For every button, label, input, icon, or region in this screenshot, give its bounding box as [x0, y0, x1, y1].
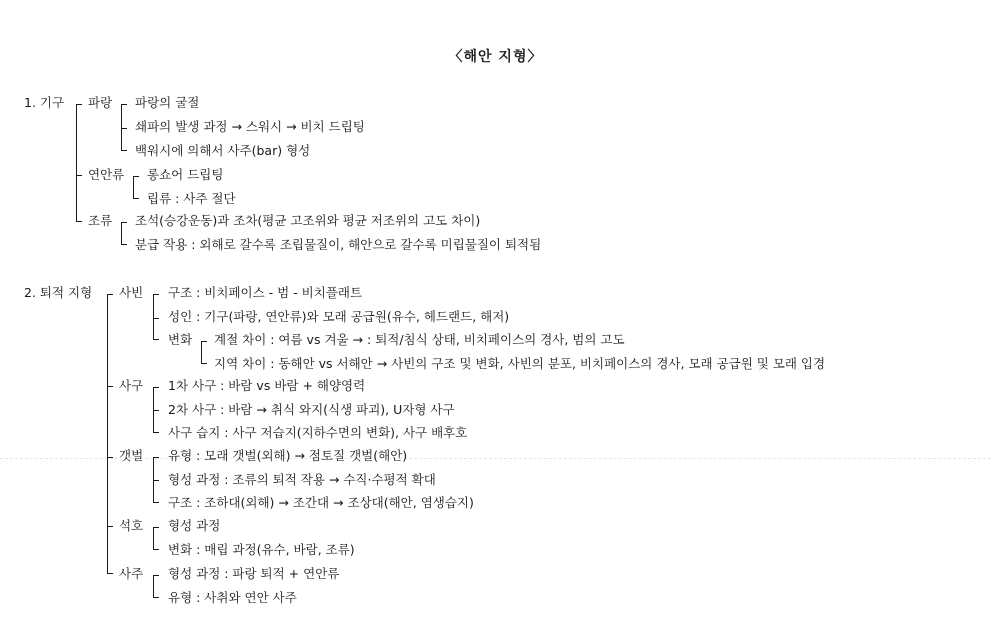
파랑-bracket-mid	[121, 128, 127, 129]
사구-item: 사구 습지 : 사구 저습지(지하수면의 변화), 사구 배후호	[168, 425, 468, 440]
연안류-bracket	[133, 176, 134, 199]
page-title: 〈해안 지형〉	[448, 49, 543, 65]
사구-bracket-mid	[153, 410, 159, 411]
석호-bracket	[153, 527, 154, 550]
사주-bracket	[153, 575, 154, 598]
조류-item: 분급 작용 : 외해로 갈수록 조립물질이, 해안으로 갈수록 미립물질이 퇴적됨	[135, 237, 542, 252]
변화-label: 변화	[168, 332, 193, 347]
갯벌-bracket-mid	[153, 480, 159, 481]
section-1-bracket-mid	[76, 175, 82, 176]
파랑-item: 백워시에 의해서 사주(bar) 형성	[135, 143, 311, 158]
사빈-item: 성인 : 기구(파랑, 연안류)와 모래 공급원(유수, 헤드랜드, 해저)	[168, 309, 510, 324]
석호-item: 변화 : 매립 과정(유수, 바람, 조류)	[168, 542, 355, 557]
section-2-bracket	[107, 294, 108, 574]
석호-item: 형성 과정	[168, 518, 221, 533]
갯벌-item: 유형 : 모래 갯벌(외해) → 점토질 갯벌(해안)	[168, 448, 408, 463]
사빈-bracket	[153, 294, 154, 340]
파랑-item: 파랑의 굴절	[135, 95, 200, 110]
branch-label-석호: 석호	[119, 518, 144, 533]
section-1-bracket	[76, 104, 77, 222]
조류-item: 조석(승강운동)과 조차(평균 고조위와 평균 저조위의 고도 차이)	[135, 213, 481, 228]
연안류-item: 롱쇼어 드립팅	[147, 167, 224, 182]
조류-bracket	[121, 222, 122, 245]
branch-label-갯벌: 갯벌	[119, 448, 144, 463]
section-2-bracket-mid	[107, 386, 113, 387]
사구-item: 2차 사구 : 바람 → 취식 와지(식생 파괴), U자형 사구	[168, 402, 455, 417]
연안류-item: 립류 : 사주 절단	[147, 191, 236, 206]
파랑-item: 쇄파의 발생 과정 → 스워시 → 비치 드립팅	[135, 119, 365, 134]
branch-label-파랑: 파랑	[88, 95, 113, 110]
변화-bracket	[201, 341, 202, 364]
갯벌-item: 구조 : 조하대(외해) → 조간대 → 조상대(해안, 염생습지)	[168, 495, 474, 510]
갯벌-item: 형성 과정 : 조류의 퇴적 작용 → 수직·수평적 확대	[168, 472, 436, 487]
section-2-bracket-mid	[107, 526, 113, 527]
branch-label-사구: 사구	[119, 378, 144, 393]
section-2-bracket-mid	[107, 457, 113, 458]
scan-artifact-line	[0, 458, 991, 459]
branch-label-조류: 조류	[88, 213, 113, 228]
section-2-heading: 2. 퇴적 지형	[24, 285, 93, 300]
branch-label-연안류: 연안류	[88, 167, 125, 182]
section-1-heading: 1. 기구	[24, 95, 65, 110]
사빈-item: 구조 : 비치페이스 - 범 - 비치플래트	[168, 285, 363, 300]
사주-item: 형성 과정 : 파랑 퇴적 + 연안류	[168, 566, 340, 581]
사주-item: 유형 : 사취와 연안 사주	[168, 590, 297, 605]
사빈-bracket-mid	[153, 318, 159, 319]
사구-item: 1차 사구 : 바람 vs 바람 + 해양영력	[168, 378, 366, 393]
변화-item: 지역 차이 : 동해안 vs 서해안 → 사빈의 구조 및 변화, 사빈의 분포, 비치페이스의 경사, 모래 공급원 및 모래 입경	[214, 356, 826, 371]
branch-label-사주: 사주	[119, 566, 144, 581]
branch-label-사빈: 사빈	[119, 285, 144, 300]
변화-item: 계절 차이 : 여름 vs 겨울 → : 퇴적/침식 상태, 비치페이스의 경사, 범의 고도	[214, 332, 625, 347]
